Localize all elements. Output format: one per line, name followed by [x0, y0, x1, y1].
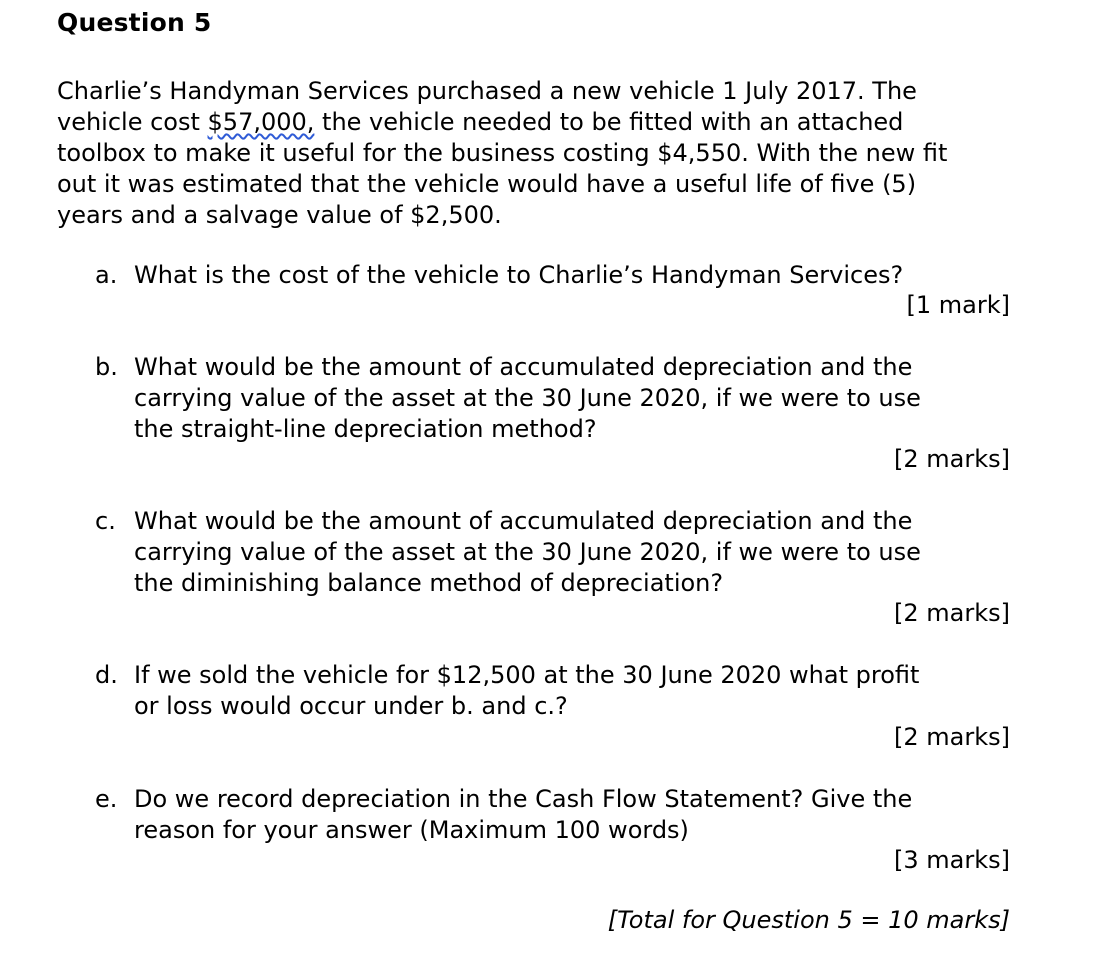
intro-line-2 — [57, 107, 1057, 138]
marks-a: [1 mark] — [906, 291, 1010, 319]
intro-line-3: toolbox to make it useful for the business costing $4,550. With the new fit — [57, 139, 948, 167]
sub-question-line: What is the cost of the vehicle to Charlie’s Handyman Services? — [134, 261, 904, 289]
sub-question-letter: a. — [95, 261, 118, 289]
intro-line-2-end: the vehicle needed to be fitted with an attached — [314, 108, 904, 136]
question-heading: Question 5 — [57, 8, 212, 37]
marks-c: [2 marks] — [894, 599, 1010, 627]
marks-d: [2 marks] — [894, 723, 1010, 751]
sub-question-text — [134, 260, 903, 291]
sub-question-line: carrying value of the asset at the 30 June 2020, if we were to use — [134, 538, 921, 566]
intro-line-2-start: vehicle cost — [57, 108, 208, 136]
intro-line-4: out it was estimated that the vehicle would have a useful life of five (5) — [57, 170, 917, 198]
sub-question-text — [134, 660, 919, 722]
spellcheck-flagged-amount[interactable]: $57,000, — [207, 108, 315, 136]
total-marks: [Total for Question 5 = 10 marks] — [607, 906, 1010, 934]
sub-question-letter: b. — [95, 353, 118, 381]
sub-question-letter: e. — [95, 785, 118, 813]
sub-question-letter: c. — [95, 507, 116, 535]
sub-question-line: reason for your answer (Maximum 100 words) — [134, 816, 689, 844]
sub-question-line: the straight-line depreciation method? — [134, 415, 597, 443]
marks-b: [2 marks] — [894, 445, 1010, 473]
sub-question-letter: d. — [95, 661, 118, 689]
question-intro — [57, 76, 1057, 231]
intro-line-1: Charlie’s Handyman Services purchased a new vehicle 1 July 2017. The — [57, 77, 917, 105]
sub-question-text — [134, 784, 912, 846]
sub-question-line: or loss would occur under b. and c.? — [134, 692, 568, 720]
sub-question-line: Do we record depreciation in the Cash Flow Statement? Give the — [134, 785, 913, 813]
sub-question-line: the diminishing balance method of depreciation? — [134, 569, 724, 597]
sub-question-line: If we sold the vehicle for $12,500 at the 30 June 2020 what profit — [134, 661, 920, 689]
marks-e: [3 marks] — [894, 846, 1010, 874]
intro-line-5: years and a salvage value of $2,500. — [57, 201, 502, 229]
sub-question-line: carrying value of the asset at the 30 June 2020, if we were to use — [134, 384, 921, 412]
sub-question-line: What would be the amount of accumulated depreciation and the — [134, 507, 913, 535]
sub-question-text — [134, 352, 921, 445]
sub-question-line: What would be the amount of accumulated depreciation and the — [134, 353, 913, 381]
sub-question-text — [134, 506, 921, 599]
